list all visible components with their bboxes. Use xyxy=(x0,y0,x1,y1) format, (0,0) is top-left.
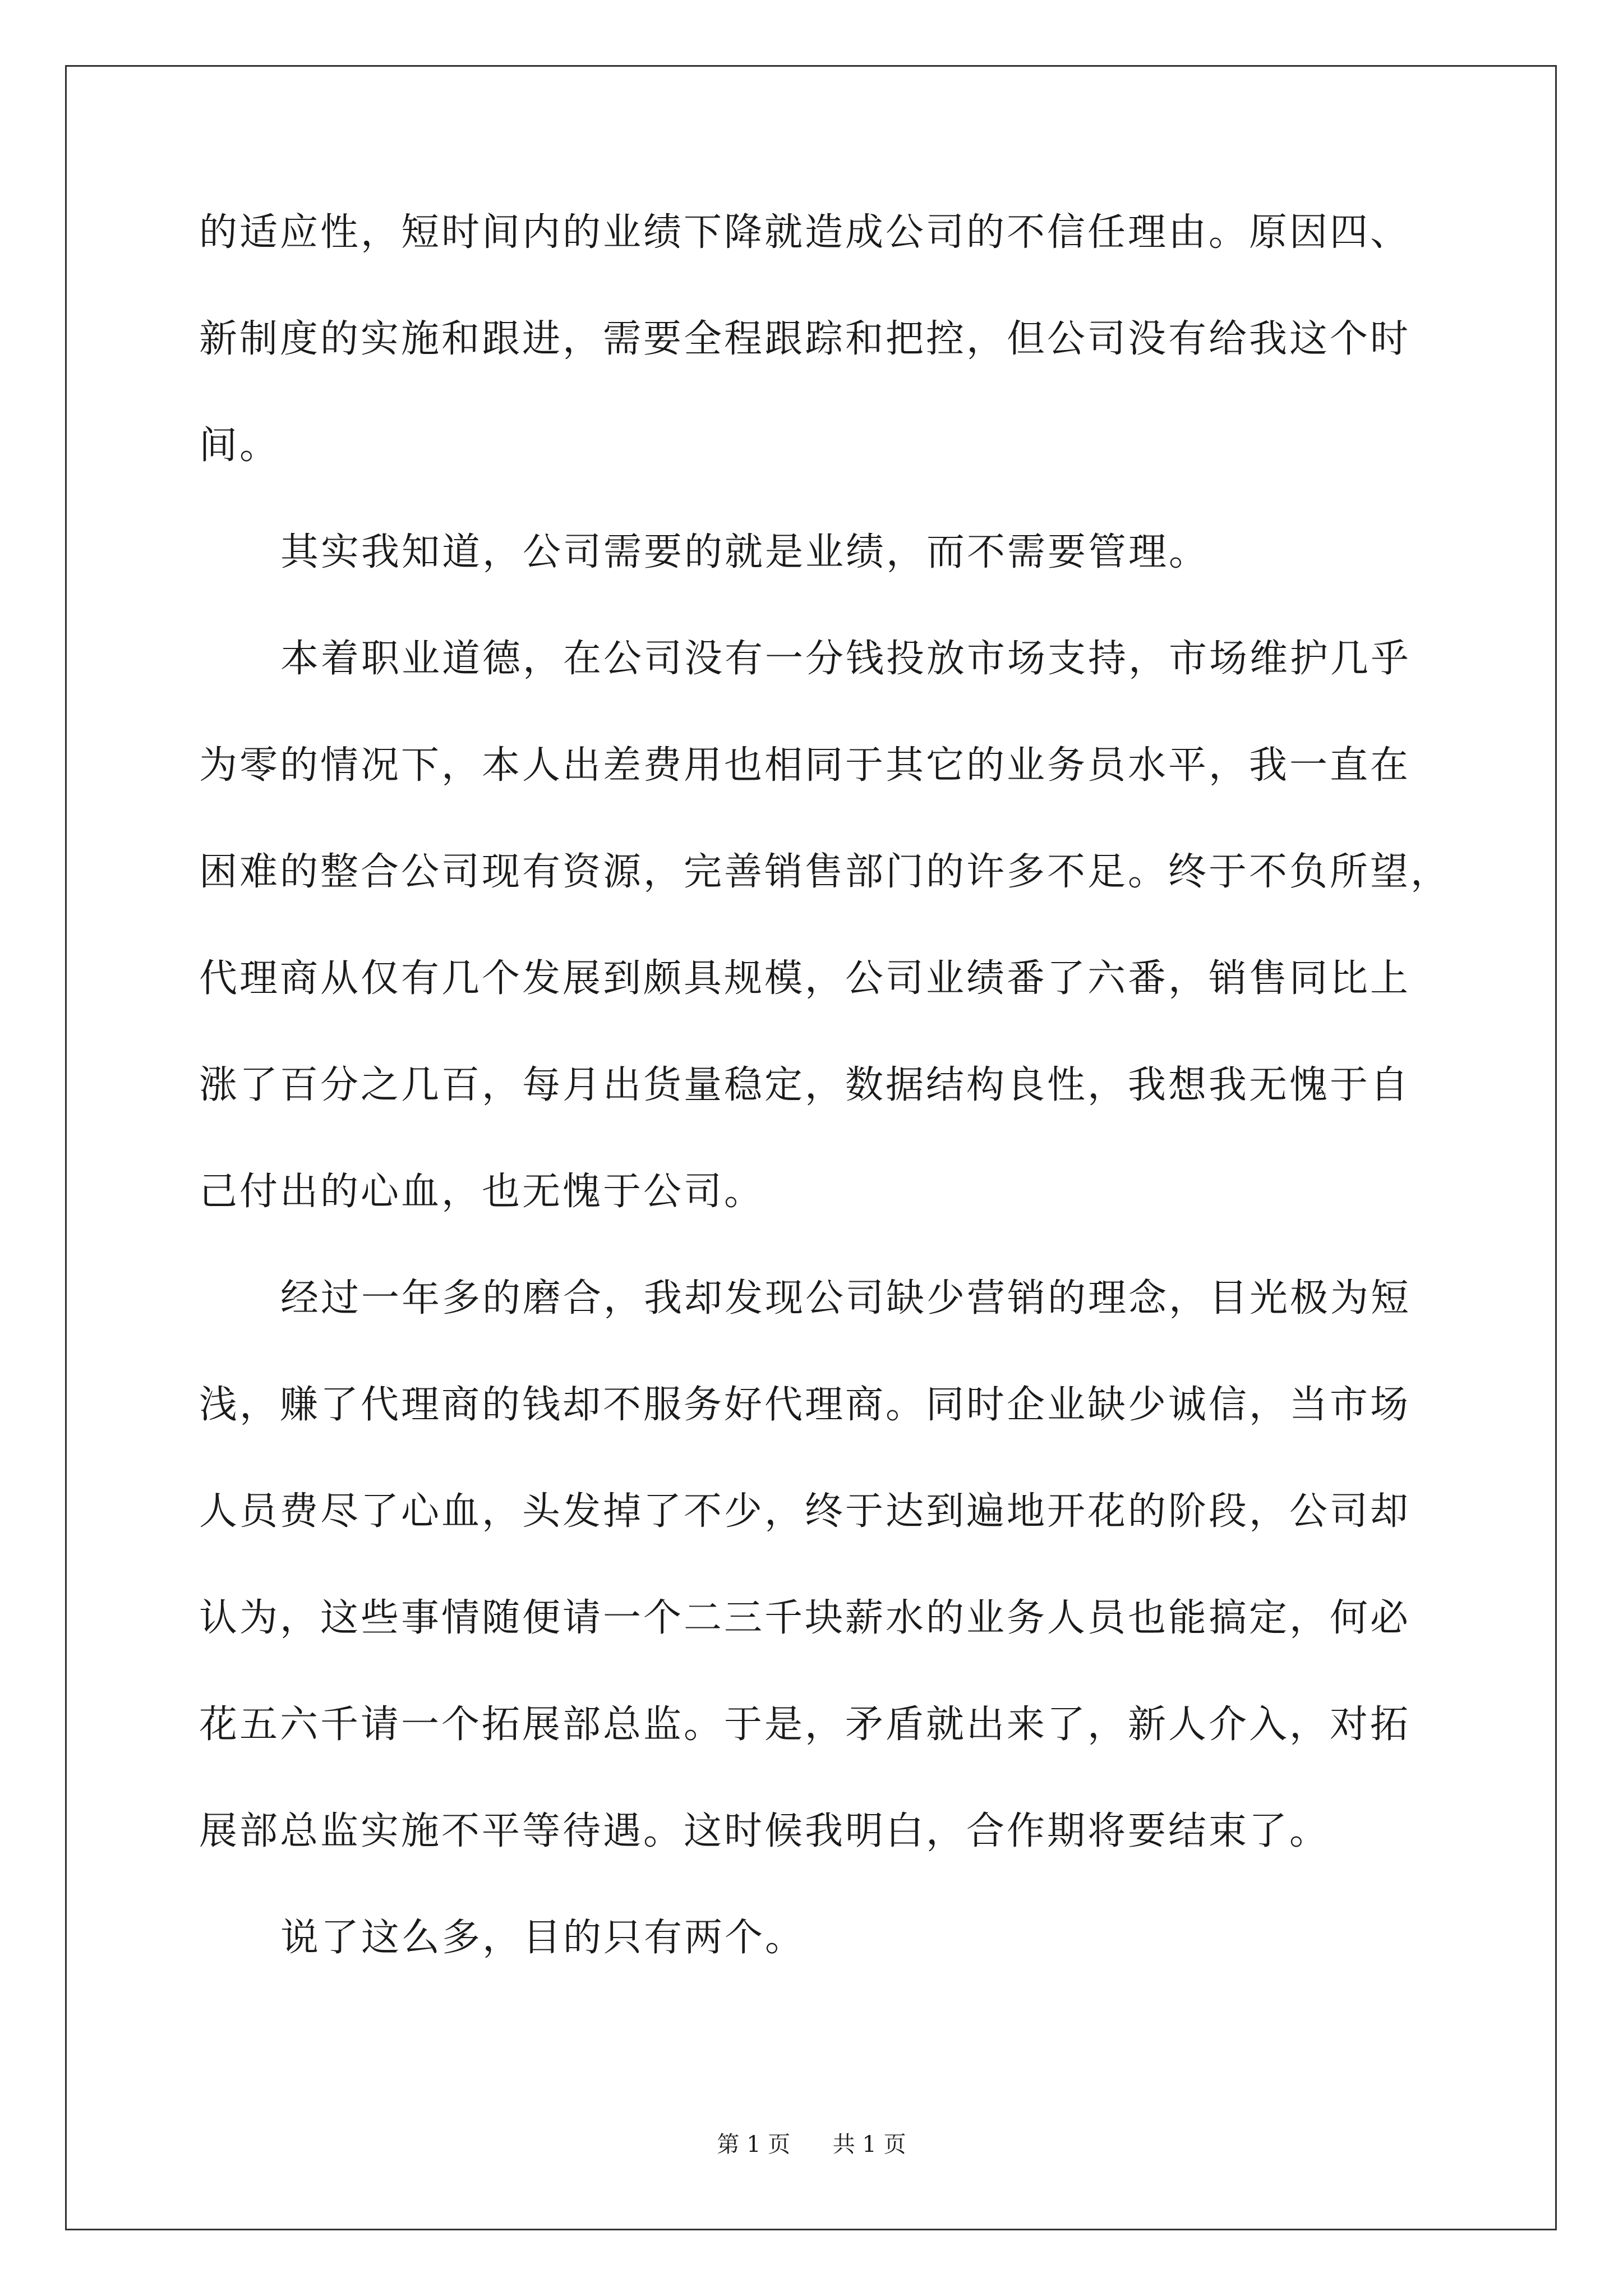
text-line: 认为，这些事情随便请一个二三千块薪水的业务人员也能搞定，何必 xyxy=(199,1596,1411,1640)
text-line: 代理商从仅有几个发展到颇具规模，公司业绩番了六番，销售同比上 xyxy=(199,956,1411,1001)
text-line: 展部总监实施不平等待遇。这时候我明白，合作期将要结束了。 xyxy=(199,1809,1330,1853)
text-line: 间。 xyxy=(199,424,280,468)
text-line: 浅，赚了代理商的钱却不服务好代理商。同时企业缺少诚信，当市场 xyxy=(199,1383,1411,1427)
document-body xyxy=(199,202,1451,2014)
text-line: 本着职业道德，在公司没有一分钱投放市场支持，市场维护几乎 xyxy=(280,637,1412,681)
text-line: 困难的整合公司现有资源，完善销售部门的许多不足。终于不负所望， xyxy=(199,850,1451,894)
text-line: 涨了百分之几百，每月出货量稳定，数据结构良性，我想我无愧于自 xyxy=(199,1063,1411,1107)
text-line: 经过一年多的磨合，我却发现公司缺少营销的理念，目光极为短 xyxy=(280,1276,1412,1320)
text-line: 己付出的心血，也无愧于公司。 xyxy=(199,1170,765,1214)
text-line: 新制度的实施和跟进，需要全程跟踪和把控，但公司没有给我这个时 xyxy=(199,317,1411,361)
page-number: 第 1 页 xyxy=(717,2132,791,2157)
page-footer xyxy=(0,2128,1623,2161)
text-line: 为零的情况下，本人出差费用也相同于其它的业务员水平，我一直在 xyxy=(199,743,1411,788)
text-line: 的适应性，短时间内的业绩下降就造成公司的不信任理由。原因四、 xyxy=(199,210,1411,255)
text-line: 人员费尽了心血，头发掉了不少，终于达到遍地开花的阶段，公司却 xyxy=(199,1489,1411,1534)
text-line: 其实我知道，公司需要的就是业绩，而不需要管理。 xyxy=(280,530,1210,574)
text-line: 花五六千请一个拓展部总监。于是，矛盾就出来了，新人介入，对拓 xyxy=(199,1703,1411,1747)
total-pages: 共 1 页 xyxy=(832,2132,906,2157)
text-line: 说了这么多，目的只有两个。 xyxy=(280,1916,806,1960)
